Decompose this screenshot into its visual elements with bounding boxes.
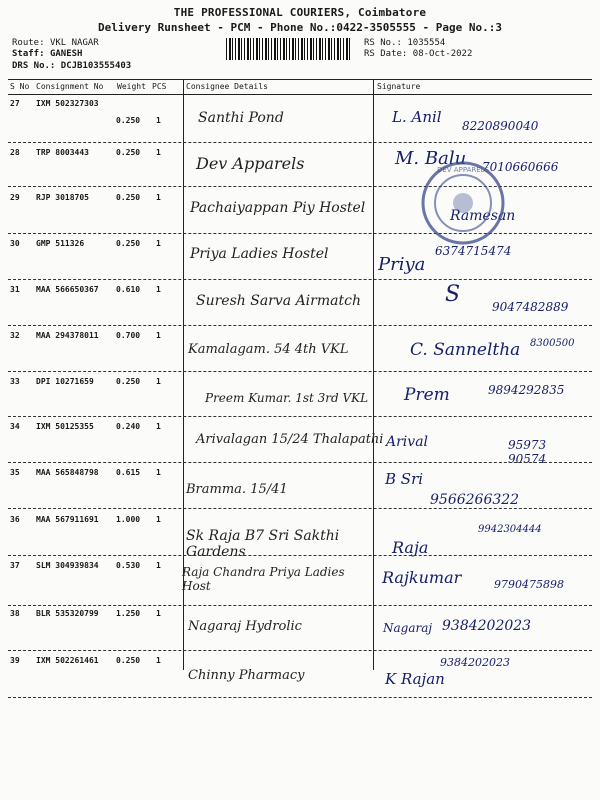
row-divider bbox=[8, 279, 592, 280]
row-signature: C. Sanneltha bbox=[410, 340, 521, 360]
row-pcs: 1 bbox=[156, 148, 161, 157]
row-sno: 34 bbox=[10, 422, 20, 431]
row-pcs: 1 bbox=[156, 468, 161, 477]
table-header-rule bbox=[8, 94, 592, 95]
row-signature: S bbox=[445, 282, 461, 307]
row-consignment: GMP 511326 bbox=[36, 239, 85, 248]
row-signature: Priya bbox=[378, 254, 426, 275]
row-weight: 1.250 bbox=[116, 609, 141, 618]
signature-col-divider bbox=[373, 80, 374, 670]
row-signature: K Rajan bbox=[385, 670, 445, 688]
row-phone: 9942304444 bbox=[478, 524, 542, 535]
row-consignment: RJP 3018705 bbox=[36, 193, 89, 202]
row-consignee: Nagaraj Hydrolic bbox=[188, 619, 302, 634]
row-signature: Raja bbox=[392, 538, 429, 557]
rs-date-label: RS Date: bbox=[364, 49, 408, 59]
row-consignee: Suresh Sarva Airmatch bbox=[196, 293, 361, 309]
row-sno: 28 bbox=[10, 148, 20, 157]
row-consignment: MAA 567911691 bbox=[36, 515, 99, 524]
row-phone: 9894292835 bbox=[488, 383, 565, 397]
route-label: Route: bbox=[12, 38, 45, 48]
staff-line bbox=[12, 49, 82, 60]
row-consignee: Preem Kumar. 1st 3rd VKL bbox=[205, 391, 369, 405]
row-weight: 0.250 bbox=[116, 377, 141, 386]
row-consignee: Sk Raja B7 Sri Sakthi Gardens bbox=[186, 528, 340, 560]
row-divider bbox=[8, 416, 592, 417]
row-consignment: MAA 565848798 bbox=[36, 468, 99, 477]
row-weight: 0.530 bbox=[116, 561, 141, 570]
row-divider bbox=[8, 605, 592, 606]
col-sno: S No bbox=[10, 82, 30, 91]
row-consignment: IXM 502327303 bbox=[36, 99, 99, 108]
row-divider bbox=[8, 650, 592, 651]
row-pcs: 1 bbox=[156, 561, 161, 570]
company-stamp bbox=[418, 158, 508, 248]
row-consignment: MAA 566650367 bbox=[36, 285, 99, 294]
row-consignee: Dev Apparels bbox=[196, 154, 305, 173]
table-top-rule bbox=[8, 79, 592, 80]
row-phone: 95973 90574 bbox=[508, 438, 547, 466]
route-value: VKL NAGAR bbox=[49, 38, 99, 48]
row-phone: 8220890040 bbox=[462, 119, 539, 133]
row-weight: 1.000 bbox=[116, 515, 141, 524]
row-weight: 0.250 bbox=[116, 116, 141, 125]
drs-value: DCJB103555403 bbox=[60, 61, 132, 71]
row-signature: Arival bbox=[386, 434, 429, 450]
row-signature: L. Anil bbox=[392, 108, 442, 126]
col-signature: Signature bbox=[377, 82, 421, 91]
row-weight: 0.615 bbox=[116, 468, 141, 477]
rs-no-value: 1035554 bbox=[407, 38, 446, 48]
row-pcs: 1 bbox=[156, 193, 161, 202]
row-sno: 38 bbox=[10, 609, 20, 618]
rs-no-label: RS No.: bbox=[364, 38, 402, 48]
row-consignment: IXM 502261461 bbox=[36, 656, 99, 665]
col-consignee: Consignee Details bbox=[186, 82, 268, 91]
row-consignment: MAA 294378011 bbox=[36, 331, 99, 340]
route-line bbox=[12, 38, 99, 49]
row-pcs: 1 bbox=[156, 239, 161, 248]
row-consignee: Kamalagam. 54 4th VKL bbox=[188, 342, 349, 357]
row-sno: 37 bbox=[10, 561, 20, 570]
row-phone: 6374715474 bbox=[435, 244, 512, 258]
row-weight: 0.250 bbox=[116, 239, 141, 248]
drs-line bbox=[12, 61, 131, 72]
row-consignee: Santhi Pond bbox=[198, 110, 284, 126]
row-phone: 9384202023 bbox=[440, 656, 510, 669]
row-signature: M. Balu bbox=[395, 148, 467, 169]
row-pcs: 1 bbox=[156, 331, 161, 340]
runsheet-title: THE PROFESSIONAL COURIERS, Coimbatore bbox=[173, 6, 427, 19]
drs-label: DRS No.: bbox=[12, 61, 56, 71]
col-pcs: PCS bbox=[152, 82, 167, 91]
row-divider bbox=[8, 697, 592, 698]
row-sno: 29 bbox=[10, 193, 20, 202]
row-sno: 39 bbox=[10, 656, 20, 665]
row-pcs: 1 bbox=[156, 656, 161, 665]
row-phone: 9047482889 bbox=[492, 300, 569, 314]
row-pcs: 1 bbox=[156, 609, 161, 618]
row-divider bbox=[8, 371, 592, 372]
row-sno: 30 bbox=[10, 239, 20, 248]
row-consignee: Arivalagan 15/24 Thalapathi bbox=[196, 432, 384, 447]
row-consignment: BLR 535320799 bbox=[36, 609, 99, 618]
row-divider bbox=[8, 462, 592, 463]
drs-barcode bbox=[226, 38, 350, 60]
col-weight: Weight bbox=[117, 82, 146, 91]
row-pcs: 1 bbox=[156, 377, 161, 386]
row-signature: Rajkumar bbox=[382, 568, 462, 587]
row-sno: 32 bbox=[10, 331, 20, 340]
row-pcs: 1 bbox=[156, 515, 161, 524]
rs-date-line bbox=[364, 49, 472, 60]
row-weight: 0.240 bbox=[116, 422, 141, 431]
staff-value: GANESH bbox=[49, 49, 83, 59]
staff-label: Staff: bbox=[12, 49, 45, 59]
row-phone: 8300500 bbox=[530, 338, 575, 349]
row-weight: 0.250 bbox=[116, 656, 141, 665]
row-weight: 0.610 bbox=[116, 285, 141, 294]
row-signature: Nagaraj bbox=[383, 621, 433, 635]
row-sno: 31 bbox=[10, 285, 20, 294]
row-pcs: 1 bbox=[156, 285, 161, 294]
row-consignment: SLM 304939834 bbox=[36, 561, 99, 570]
row-phone: 9566266322 bbox=[430, 492, 520, 508]
col-consignment: Consignment No bbox=[36, 82, 104, 91]
row-consignee: Raja Chandra Priya Ladies Host bbox=[182, 565, 345, 593]
row-sno: 33 bbox=[10, 377, 20, 386]
stamp-text: DEV APPARELS bbox=[436, 166, 490, 174]
row-weight: 0.250 bbox=[116, 148, 141, 157]
row-phone: 7010660666 bbox=[482, 160, 559, 174]
row-divider bbox=[8, 142, 592, 143]
row-consignee: Chinny Pharmacy bbox=[188, 668, 305, 683]
row-sno: 35 bbox=[10, 468, 20, 477]
row-signature: Ramesan bbox=[450, 208, 516, 224]
row-consignment: TRP 8003443 bbox=[36, 148, 89, 157]
row-divider bbox=[8, 508, 592, 509]
row-consignee: Pachaiyappan Piy Hostel bbox=[190, 200, 366, 216]
rs-no-line bbox=[364, 38, 445, 49]
row-consignment: DPI 10271659 bbox=[36, 377, 94, 386]
row-phone: 9384202023 bbox=[442, 618, 532, 634]
row-divider bbox=[8, 555, 592, 556]
row-signature: B Sri bbox=[385, 470, 424, 488]
row-signature: Prem bbox=[404, 385, 450, 405]
row-consignee: Priya Ladies Hostel bbox=[190, 246, 329, 262]
row-weight: 0.250 bbox=[116, 193, 141, 202]
row-pcs: 1 bbox=[156, 116, 161, 125]
row-pcs: 1 bbox=[156, 422, 161, 431]
row-weight: 0.700 bbox=[116, 331, 141, 340]
row-phone: 9790475898 bbox=[494, 578, 564, 591]
row-divider bbox=[8, 325, 592, 326]
row-sno: 27 bbox=[10, 99, 20, 108]
row-consignment: IXM 50125355 bbox=[36, 422, 94, 431]
runsheet-subtitle: Delivery Runsheet - PCM - Phone No.:0422-3505555 - Page No.:3 bbox=[98, 21, 502, 34]
row-sno: 36 bbox=[10, 515, 20, 524]
row-consignee: Bramma. 15/41 bbox=[186, 482, 288, 497]
rs-date-value: 08-Oct-2022 bbox=[412, 49, 473, 59]
